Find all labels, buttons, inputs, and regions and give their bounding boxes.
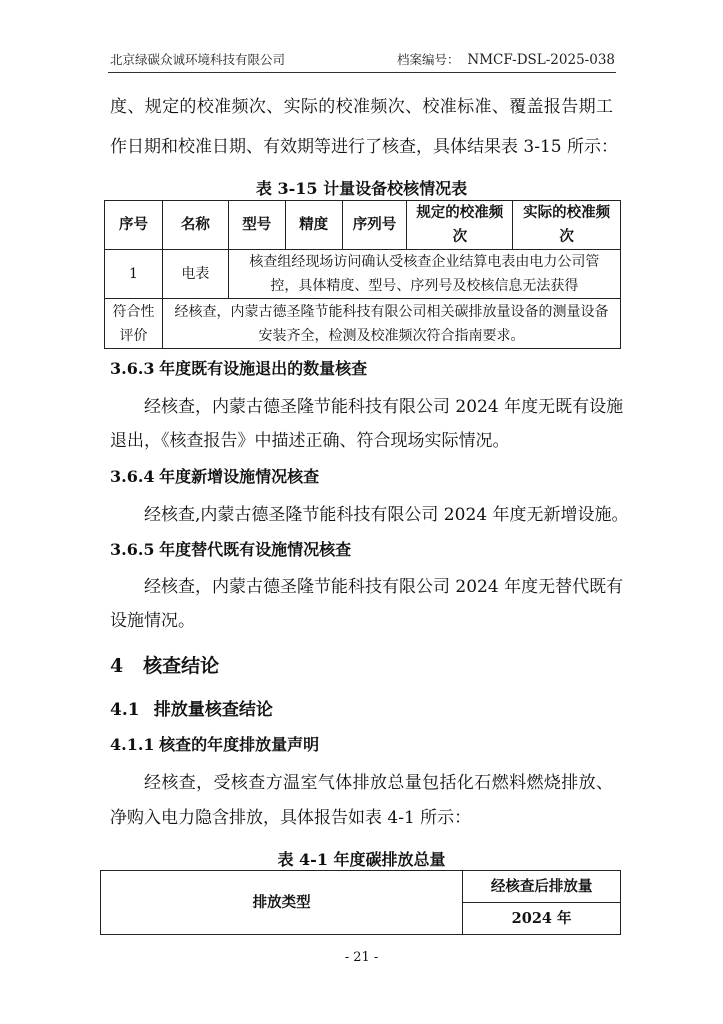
archive-number: NMCF-DSL-2025-038 — [467, 52, 615, 68]
heading-number: 3.6.3 — [110, 359, 155, 378]
paragraph-line: 设施情况。 — [110, 611, 195, 631]
intro-line: 度、规定的校准频次、实际的校准频次、校准标准、覆盖报告期工 — [110, 97, 613, 117]
heading-title: 年度新增设施情况核查 — [159, 467, 320, 486]
intro-line: 作日期和校准日期、有效期等进行了核查，具体结果表 3-15 所示： — [110, 137, 618, 157]
heading-number: 3.6.5 — [110, 540, 155, 559]
th-no: 序号 — [105, 201, 163, 250]
heading-4-1-1 — [110, 732, 319, 755]
heading-title: 年度既有设施退出的数量核查 — [159, 359, 368, 378]
heading-title: 年度替代既有设施情况核查 — [159, 540, 352, 559]
cell-eval-text: 经核查，内蒙古德圣隆节能科技有限公司相关碳排放量设备的测量设备安装齐全，检测及校准频次符合指南要求。 — [162, 299, 620, 349]
table-3-15 — [104, 200, 621, 349]
th-required-freq: 规定的校准频次 — [407, 201, 513, 250]
paragraph-line: 经核查，内蒙古德圣隆节能科技有限公司 2024 年度无既有设施 — [144, 397, 624, 417]
table-3-15-caption: 表 3-15 计量设备校核情况表 — [255, 179, 468, 198]
table-header-row — [105, 201, 621, 250]
heading-number: 4 — [110, 655, 124, 677]
header-company: 北京绿碳众诚环境科技有限公司 — [110, 52, 286, 67]
paragraph-line: 经核查，内蒙古德圣隆节能科技有限公司 2024 年度无替代既有 — [144, 577, 624, 597]
th-year: 2024 年 — [463, 903, 621, 935]
archive-label: 档案编号： — [396, 52, 460, 67]
table-header-row — [101, 871, 621, 903]
heading-3-6-4 — [110, 464, 319, 487]
th-after-verification: 经核查后排放量 — [463, 871, 621, 903]
heading-4 — [110, 651, 219, 678]
page-number: - 21 - — [344, 950, 379, 965]
th-serial: 序列号 — [342, 201, 407, 250]
th-accuracy: 精度 — [285, 201, 342, 250]
table-row-eval — [105, 299, 621, 349]
paragraph-line: 经核查，受核查方温室气体排放总量包括化石燃料燃烧排放、 — [144, 773, 613, 793]
heading-3-6-3 — [110, 356, 367, 379]
heading-title: 核查结论 — [143, 655, 220, 677]
table-row — [105, 250, 621, 299]
header-archive — [397, 50, 615, 68]
paragraph-line: 经核查,内蒙古德圣隆节能科技有限公司 2024 年度无新增设施。 — [144, 505, 629, 525]
heading-4-1 — [110, 695, 273, 720]
paragraph-line: 净购入电力隐含排放，具体报告如表 4-1 所示： — [110, 808, 472, 828]
th-model: 型号 — [228, 201, 285, 250]
heading-number: 3.6.4 — [110, 467, 155, 486]
table-4-1-caption: 表 4-1 年度碳排放总量 — [277, 850, 446, 869]
heading-title: 核查的年度排放量声明 — [159, 735, 320, 754]
th-emission-type: 排放类型 — [101, 871, 463, 935]
heading-number: 4.1 — [110, 700, 140, 720]
heading-number: 4.1.1 — [110, 735, 155, 754]
cell-eval-label: 符合性评价 — [105, 299, 163, 349]
cell-no: 1 — [105, 250, 163, 299]
cell-note: 核查组经现场访问确认受核查企业结算电表由电力公司管控，具体精度、型号、序列号及校核信息无法获得 — [228, 250, 620, 299]
heading-3-6-5 — [110, 537, 351, 560]
th-name: 名称 — [162, 201, 228, 250]
heading-title: 排放量核查结论 — [153, 700, 273, 720]
header-divider — [108, 72, 616, 73]
th-actual-freq: 实际的校准频次 — [513, 201, 621, 250]
cell-name: 电表 — [162, 250, 228, 299]
table-4-1 — [100, 870, 621, 935]
paragraph-line: 退出，《核查报告》中描述正确、符合现场实际情况。 — [110, 431, 510, 451]
